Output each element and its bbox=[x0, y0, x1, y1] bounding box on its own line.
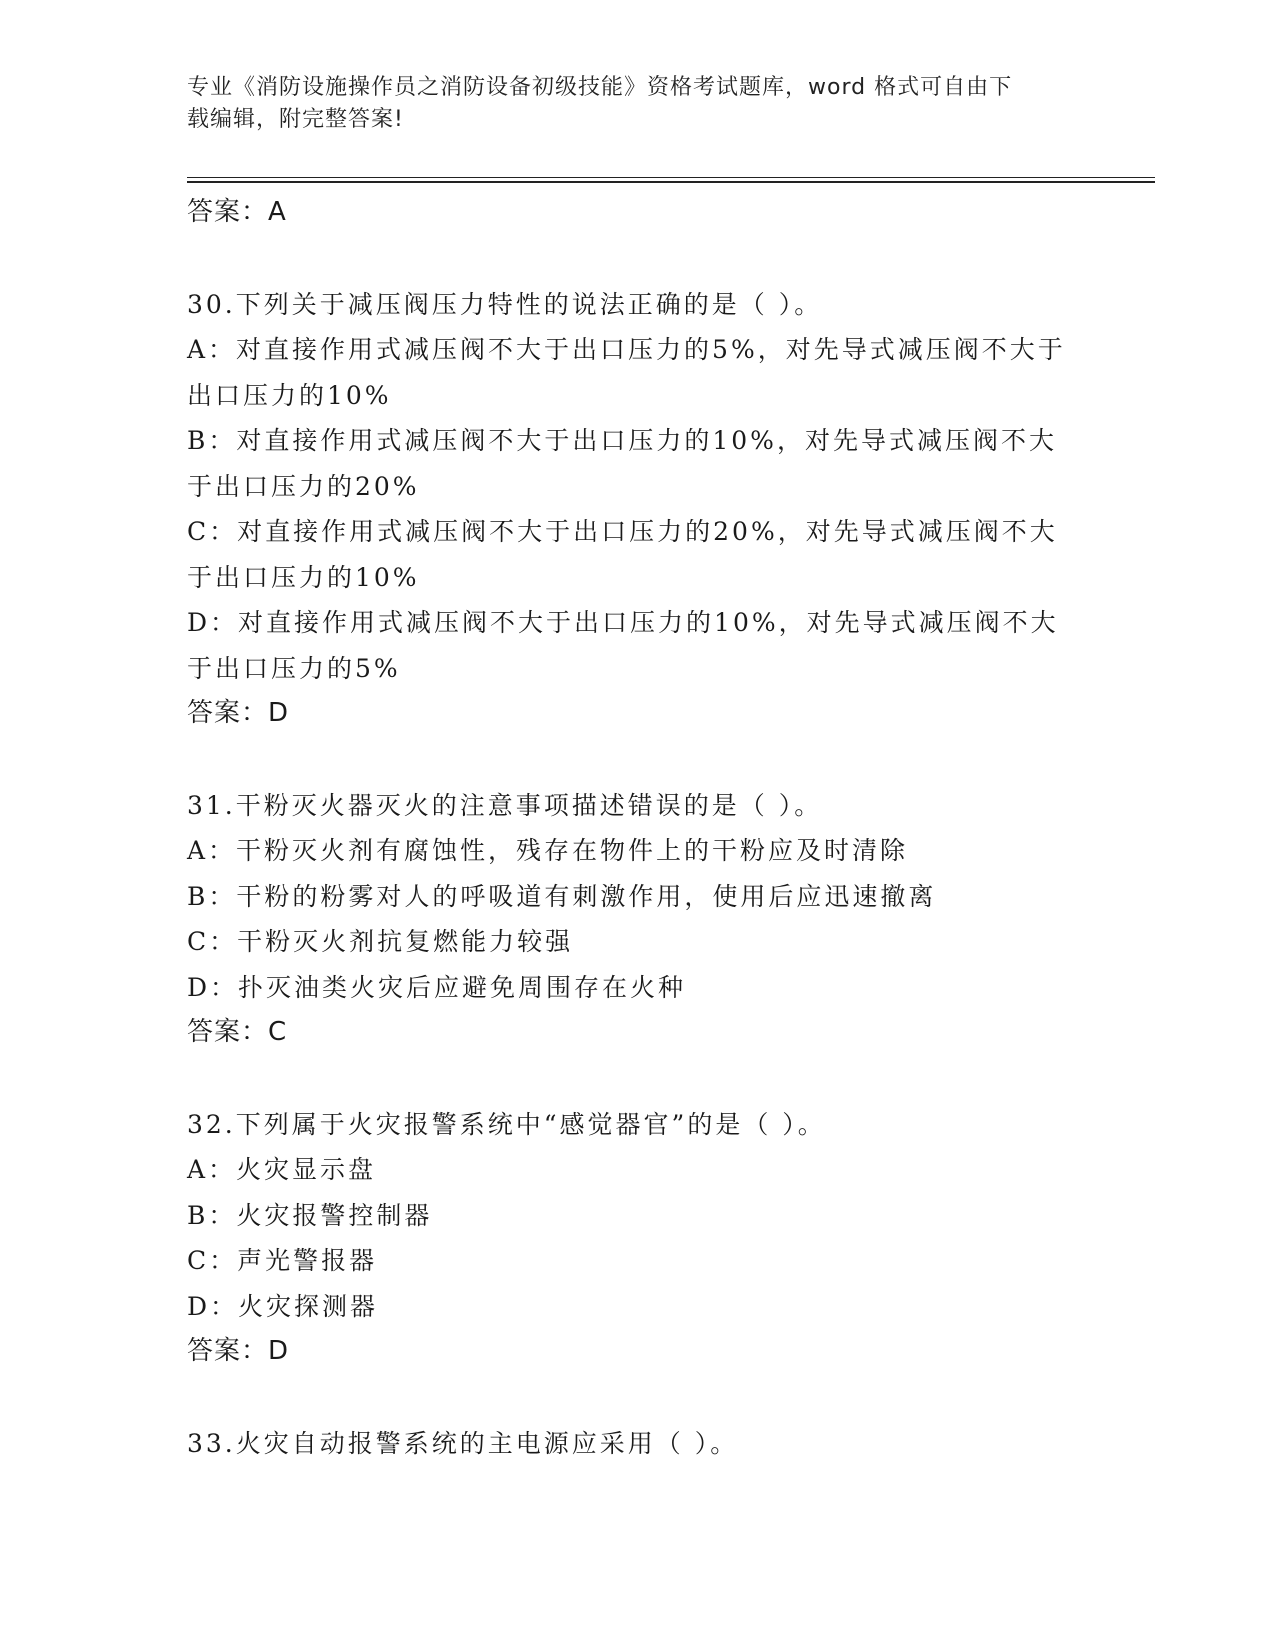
question-33 bbox=[187, 1421, 1087, 1467]
option-b: B：火灾报警控制器 bbox=[187, 1200, 433, 1230]
option-d-line-2: 于出口压力的5% bbox=[187, 653, 401, 683]
option-b-line-1: B：对直接作用式减压阀不大于出口压力的10%，对先导式减压阀不大 bbox=[187, 426, 1057, 455]
question-32 bbox=[187, 1102, 1087, 1375]
header-divider-thin bbox=[187, 177, 1155, 178]
option-c: C：干粉灭火剂抗复燃能力较强 bbox=[187, 927, 574, 956]
option-d: D：火灾探测器 bbox=[187, 1291, 379, 1321]
option-a-line-2: 出口压力的10% bbox=[187, 380, 392, 410]
header-divider-thick bbox=[187, 181, 1155, 183]
answer: 答案：D bbox=[187, 1336, 290, 1366]
spacer bbox=[187, 236, 1087, 282]
spacer bbox=[187, 1375, 1087, 1421]
question-31 bbox=[187, 783, 1087, 1056]
spacer bbox=[187, 737, 1087, 783]
spacer bbox=[187, 1056, 1087, 1102]
option-c-line-1: C：对直接作用式减压阀不大于出口压力的20%，对先导式减压阀不大 bbox=[187, 517, 1058, 546]
header-line-1: 专业《消防设施操作员之消防设备初级技能》资格考试题库，word 格式可自由下 bbox=[187, 75, 1013, 100]
answer-29: 答案：A bbox=[187, 197, 287, 227]
option-a: A：干粉灭火剂有腐蚀性，残存在物件上的干粉应及时清除 bbox=[187, 836, 909, 865]
document-header bbox=[187, 72, 1067, 136]
option-b-line-2: 于出口压力的20% bbox=[187, 471, 420, 501]
question-stem: 30.下列关于减压阀压力特性的说法正确的是（ ）。 bbox=[187, 289, 823, 319]
option-c-line-2: 于出口压力的10% bbox=[187, 562, 420, 592]
option-a-line-1: A：对直接作用式减压阀不大于出口压力的5%，对先导式减压阀不大于 bbox=[187, 335, 1066, 364]
option-d: D：扑灭油类火灾后应避免周围存在火种 bbox=[187, 972, 687, 1002]
option-b: B：干粉的粉雾对人的呼吸道有刺激作用，使用后应迅速撤离 bbox=[187, 881, 937, 911]
answer: 答案：D bbox=[187, 698, 290, 728]
question-30 bbox=[187, 282, 1087, 737]
answer: 答案：C bbox=[187, 1017, 288, 1047]
option-d-line-1: D：对直接作用式减压阀不大于出口压力的10%，对先导式减压阀不大 bbox=[187, 608, 1059, 637]
option-a: A：火灾显示盘 bbox=[187, 1155, 377, 1184]
question-stem: 32.下列属于火灾报警系统中“感觉器官”的是（ ）。 bbox=[187, 1109, 826, 1139]
header-line-2: 载编辑，附完整答案! bbox=[187, 107, 404, 132]
option-c: C：声光警报器 bbox=[187, 1246, 378, 1275]
question-list bbox=[187, 190, 1087, 1466]
question-stem: 31.干粉灭火器灭火的注意事项描述错误的是（ ）。 bbox=[187, 790, 823, 820]
question-stem: 33.火灾自动报警系统的主电源应采用（ ）。 bbox=[187, 1428, 739, 1458]
